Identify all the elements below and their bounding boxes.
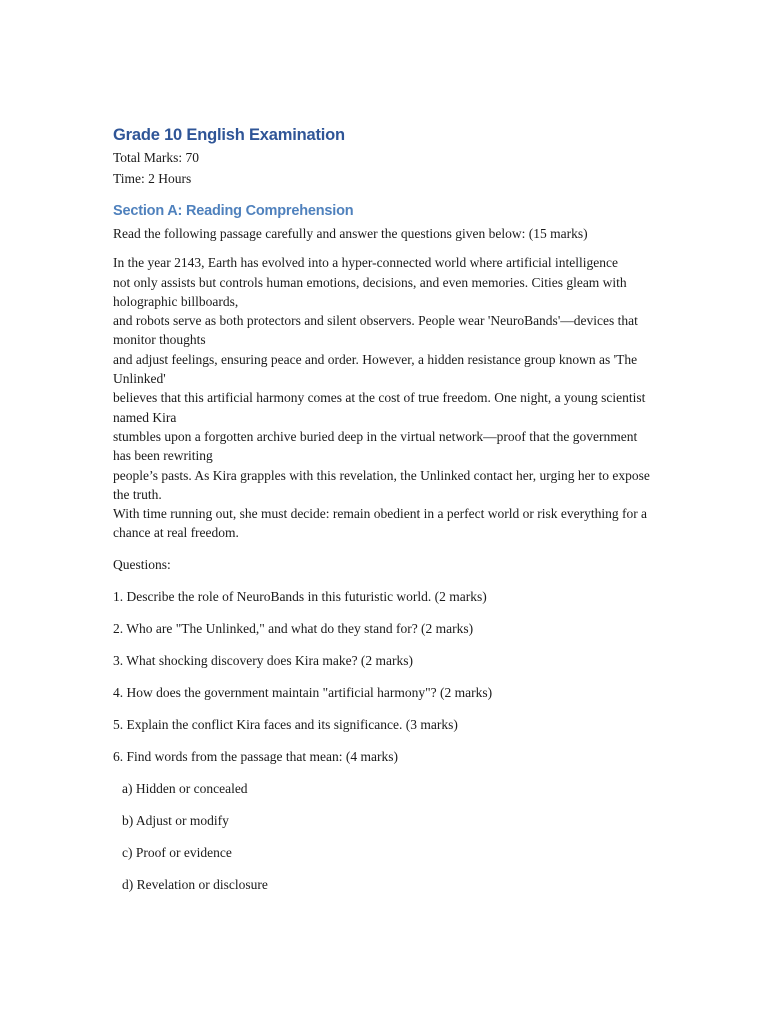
- passage-line: In the year 2143, Earth has evolved into a hyper-connected world where artificial intelligence: [113, 255, 619, 271]
- question-1: 1. Describe the role of NeuroBands in this futuristic world. (2 marks): [113, 589, 487, 605]
- question-2: 2. Who are "The Unlinked," and what do they stand for? (2 marks): [113, 621, 474, 637]
- section-a-instructions: Read the following passage carefully and answer the questions given below: (15 marks): [113, 226, 588, 241]
- total-marks: Total Marks: 70: [113, 150, 200, 165]
- passage-line: people’s pasts. As Kira grapples with this revelation, the Unlinked contact her, urging her to expose the truth.: [113, 467, 650, 502]
- exam-title: Grade 10 English Examination: [113, 126, 345, 144]
- reading-passage: [113, 253, 658, 542]
- sub-question-d: d) Revelation or disclosure: [122, 877, 268, 893]
- question-6: 6. Find words from the passage that mean: (4 marks): [113, 749, 398, 765]
- question-4: 4. How does the government maintain "artificial harmony"? (2 marks): [113, 685, 493, 701]
- sub-question-a: a) Hidden or concealed: [122, 781, 248, 797]
- passage-line: With time running out, she must decide: remain obedient in a perfect world or risk everything for a chance at real freedom.: [113, 506, 648, 541]
- passage-line: believes that this artificial harmony comes at the cost of true freedom. One night, a young scientist named Kira: [113, 390, 646, 425]
- exam-page: [113, 123, 658, 894]
- question-5: 5. Explain the conflict Kira faces and its significance. (3 marks): [113, 717, 458, 733]
- exam-meta: [113, 147, 658, 189]
- passage-line: and robots serve as both protectors and silent observers. People wear 'NeuroBands'—devices that monitor thoughts: [113, 313, 638, 348]
- passage-line: stumbles upon a forgotten archive buried deep in the virtual network—proof that the government has been rewriting: [113, 428, 638, 464]
- passage-line: and adjust feelings, ensuring peace and order. However, a hidden resistance group known as 'The Unlinked': [113, 351, 638, 387]
- question-3: 3. What shocking discovery does Kira make? (2 marks): [113, 653, 414, 669]
- section-a-heading: Section A: Reading Comprehension: [113, 203, 354, 219]
- sub-question-c: c) Proof or evidence: [122, 845, 232, 861]
- exam-time: Time: 2 Hours: [113, 171, 192, 186]
- questions-label: Questions:: [113, 556, 171, 572]
- passage-line: not only assists but controls human emotions, decisions, and even memories. Cities gleam with holographic billboards,: [113, 274, 627, 309]
- sub-question-b: b) Adjust or modify: [122, 813, 229, 829]
